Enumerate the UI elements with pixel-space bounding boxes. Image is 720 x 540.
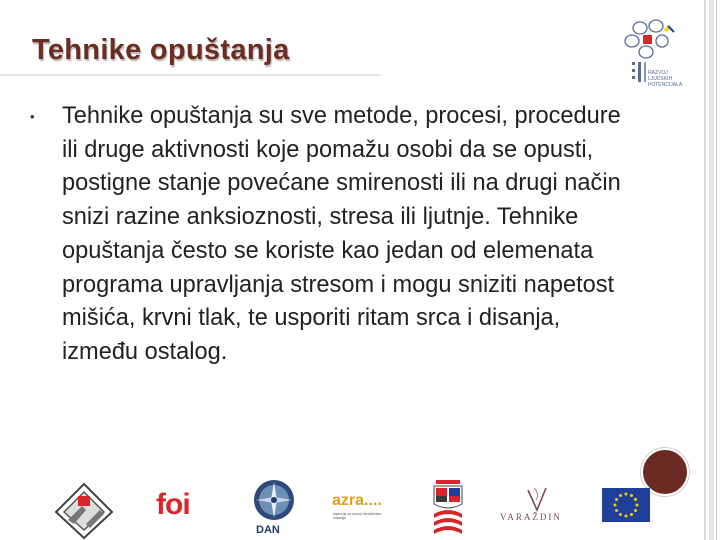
- decorative-line: [716, 0, 717, 540]
- slide-title: Tehnike opuštanja: [32, 34, 290, 66]
- title-underline: [0, 74, 380, 76]
- top-right-logo: [610, 14, 696, 90]
- list-item: [28, 100, 628, 370]
- emblem-logo-icon: [52, 480, 116, 540]
- coat-of-arms-icon: [430, 478, 466, 536]
- logo-caption: RAZVOJ LJUDSKIH POTENCIJALA: [648, 70, 683, 88]
- footer-logos: [0, 470, 690, 540]
- eu-flag-icon: [602, 488, 650, 522]
- varazdin-logo-label: VARAŽDIN: [500, 512, 562, 522]
- foi-logo: foi: [156, 488, 190, 521]
- compass-logo-icon: [252, 478, 296, 522]
- bullet-text: Tehnike opuštanja su sve metode, procesi, procedure ili druge aktivnosti koje pomažu osobi da se opusti, postigne stanje povećane smirenosti ili na drugi način snizi razine anksioznosti, stresa ili ljutnje. Tehnike opuštanja često se koriste kao jedan od elemenata programa upravljanja stresom i mogu sniziti napetost mišića, krvni tlak, te usporiti ritam srca i disanja, između ostalog.: [62, 103, 621, 365]
- varazdin-emblem-icon: [522, 484, 552, 514]
- azra-logo: azra....: [332, 492, 382, 509]
- azra-caption: Agencija za razvoj Varaždinske županije: [333, 512, 382, 520]
- dan-logo-label: DAN: [256, 524, 280, 536]
- decorative-line: [709, 0, 714, 540]
- bullet-marker: •: [30, 109, 35, 124]
- bullet-list: [28, 100, 628, 370]
- decorative-line: [704, 0, 706, 540]
